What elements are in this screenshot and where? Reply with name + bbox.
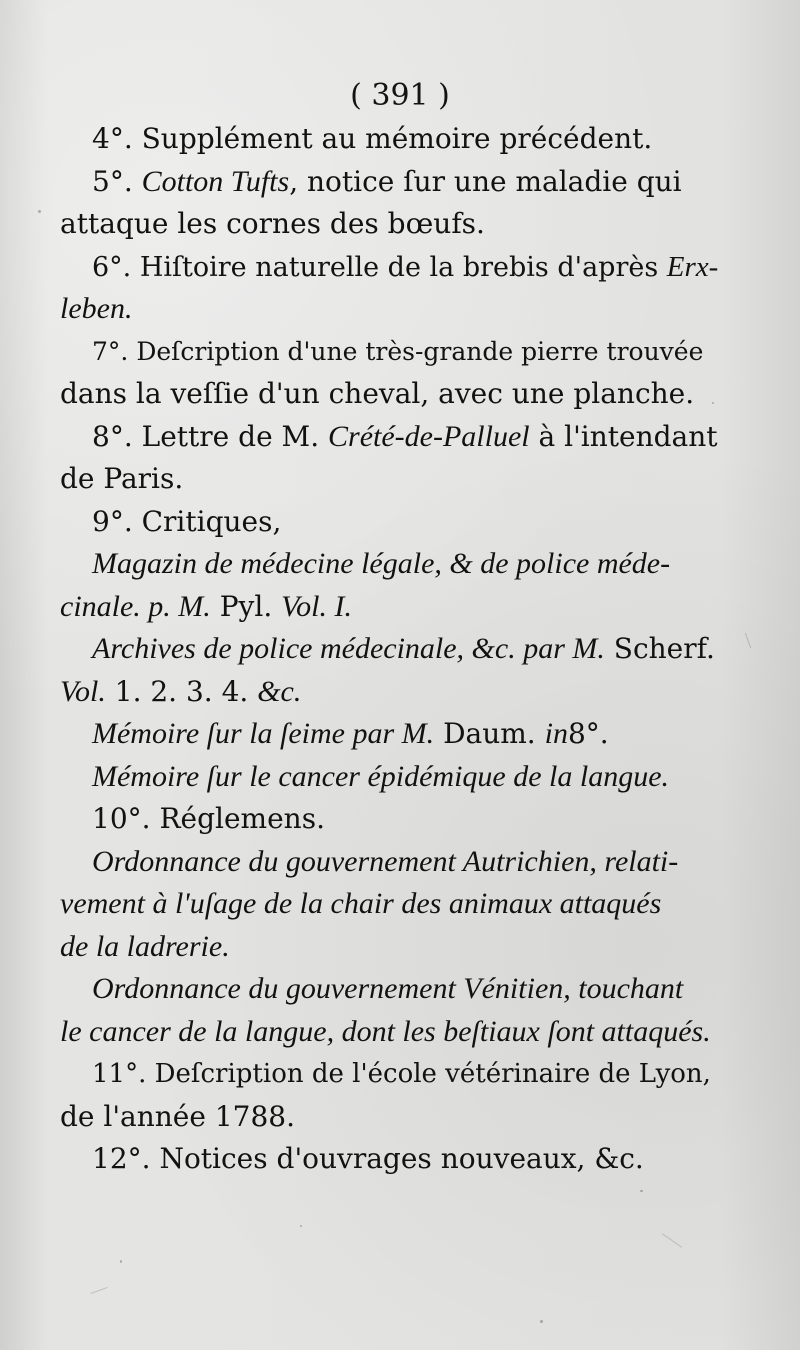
entry-italic-text: Erx-	[666, 250, 719, 283]
reglement-1-line-3	[60, 926, 696, 969]
entry-9-line	[60, 501, 696, 544]
entry-8-line-1	[60, 416, 718, 459]
entry-7-line-2: dans la veſſie d'un cheval, avec une planche.	[60, 377, 695, 410]
entry-number: 9°.	[92, 504, 133, 538]
reglement-text: Ordonnance du gouvernement Vénitien, touchant	[92, 972, 684, 1005]
entry-5-line-1	[60, 161, 696, 204]
entry-number: 7°.	[92, 336, 129, 366]
paper-speck	[120, 1260, 122, 1263]
entry-text: Hiſtoire naturelle de la brebis d'après	[139, 251, 659, 283]
entry-text: , notice ſur une maladie qui	[289, 164, 682, 198]
entry-number: 8°.	[92, 419, 133, 453]
entry-text: Lettre de M.	[141, 419, 320, 453]
critique-title: Mémoire ſur le cancer épidémique de la langue.	[92, 759, 670, 793]
critique-1-line-2	[60, 586, 696, 629]
paper-fibre	[90, 1287, 107, 1294]
reglement-1-line-2	[60, 883, 696, 926]
entry-number: 10°.	[92, 802, 151, 835]
entry-number: 12°.	[92, 1142, 151, 1175]
paper-speck	[640, 1190, 643, 1192]
critique-volume: Vol. I.	[281, 589, 352, 623]
critique-author: Pyl.	[219, 589, 273, 623]
entry-5-line-2: attaque les cornes des bœufs.	[60, 207, 485, 240]
critique-volume-label: Vol.	[60, 674, 106, 708]
paper-fibre	[745, 633, 751, 648]
entry-number: 4°.	[92, 122, 133, 155]
entry-text: Supplément au mémoire précédent.	[141, 122, 653, 155]
entry-text: Notices d'ouvrages nouveaux, &c.	[159, 1142, 644, 1175]
entry-italic-text: Cotton Tufts	[141, 164, 290, 198]
critique-author: Daum.	[443, 717, 536, 750]
entry-12-line	[60, 1138, 696, 1181]
critique-title: cinale. p. M.	[60, 589, 211, 623]
critique-4-line	[60, 756, 696, 799]
reglement-text: le cancer de la langue, dont les beſtiaux ſont attaqués.	[60, 1014, 711, 1048]
entry-8-line-2: de Paris.	[60, 462, 184, 495]
entry-italic-text: Crété-de-Palluel	[328, 419, 530, 453]
entry-text: Critiques,	[141, 504, 282, 538]
reglement-2-line-1	[60, 968, 696, 1011]
critique-volumes: 1. 2. 3. 4.	[114, 674, 249, 708]
paper-speck	[712, 402, 714, 404]
critique-3-line	[60, 713, 696, 756]
entry-text: à l'intendant	[538, 419, 718, 453]
entry-text: Réglemens.	[159, 802, 325, 835]
entry-number: 5°.	[92, 164, 133, 198]
paper-speck	[300, 1225, 302, 1227]
entry-10-line	[60, 798, 696, 841]
entry-4-line	[60, 118, 696, 161]
reglement-2-line-2	[60, 1011, 711, 1054]
paper-speck	[38, 210, 41, 213]
critique-format-number: 8°.	[567, 717, 609, 750]
critique-title: Mémoire ſur la ſeime par M.	[92, 717, 435, 750]
entry-text: Deſcription de l'école vétérinaire de Lyon,	[154, 1059, 711, 1089]
critique-2-line-2	[60, 671, 696, 714]
paper-speck	[540, 1320, 543, 1323]
critique-1-line-1	[60, 543, 696, 586]
page-number: ( 391 )	[350, 78, 450, 113]
reglement-text: vement à l'uſage de la chair des animaux attaqués	[60, 887, 662, 920]
critique-2-line-1	[60, 628, 715, 671]
entry-6-line-1	[60, 246, 719, 289]
critique-title: Magazin de médecine légale, & de police méde-	[92, 547, 671, 580]
entry-text: Deſcription d'une très-grande pierre trouvée	[136, 336, 704, 366]
reglement-1-line-1	[60, 841, 696, 884]
entry-number: 11°.	[92, 1059, 147, 1089]
critique-format: in	[544, 717, 568, 750]
reglement-text: de la ladrerie.	[60, 929, 230, 963]
entry-7-line-1	[60, 331, 704, 374]
paper-fibre	[662, 1233, 682, 1248]
entry-italic-text: leben.	[60, 292, 133, 325]
critique-author: Scherf.	[613, 632, 715, 665]
entry-11-line-2: de l'année 1788.	[60, 1099, 296, 1133]
page-body	[60, 118, 719, 1181]
entry-11-line-1	[60, 1053, 711, 1096]
entry-6-line-2	[60, 288, 696, 331]
critique-etc: &c.	[257, 674, 302, 708]
critique-title: Archives de police médecinale, &c. par M.	[92, 632, 605, 665]
entry-number: 6°.	[92, 251, 132, 283]
reglement-text: Ordonnance du gouvernement Autrichien, relati-	[92, 844, 679, 878]
